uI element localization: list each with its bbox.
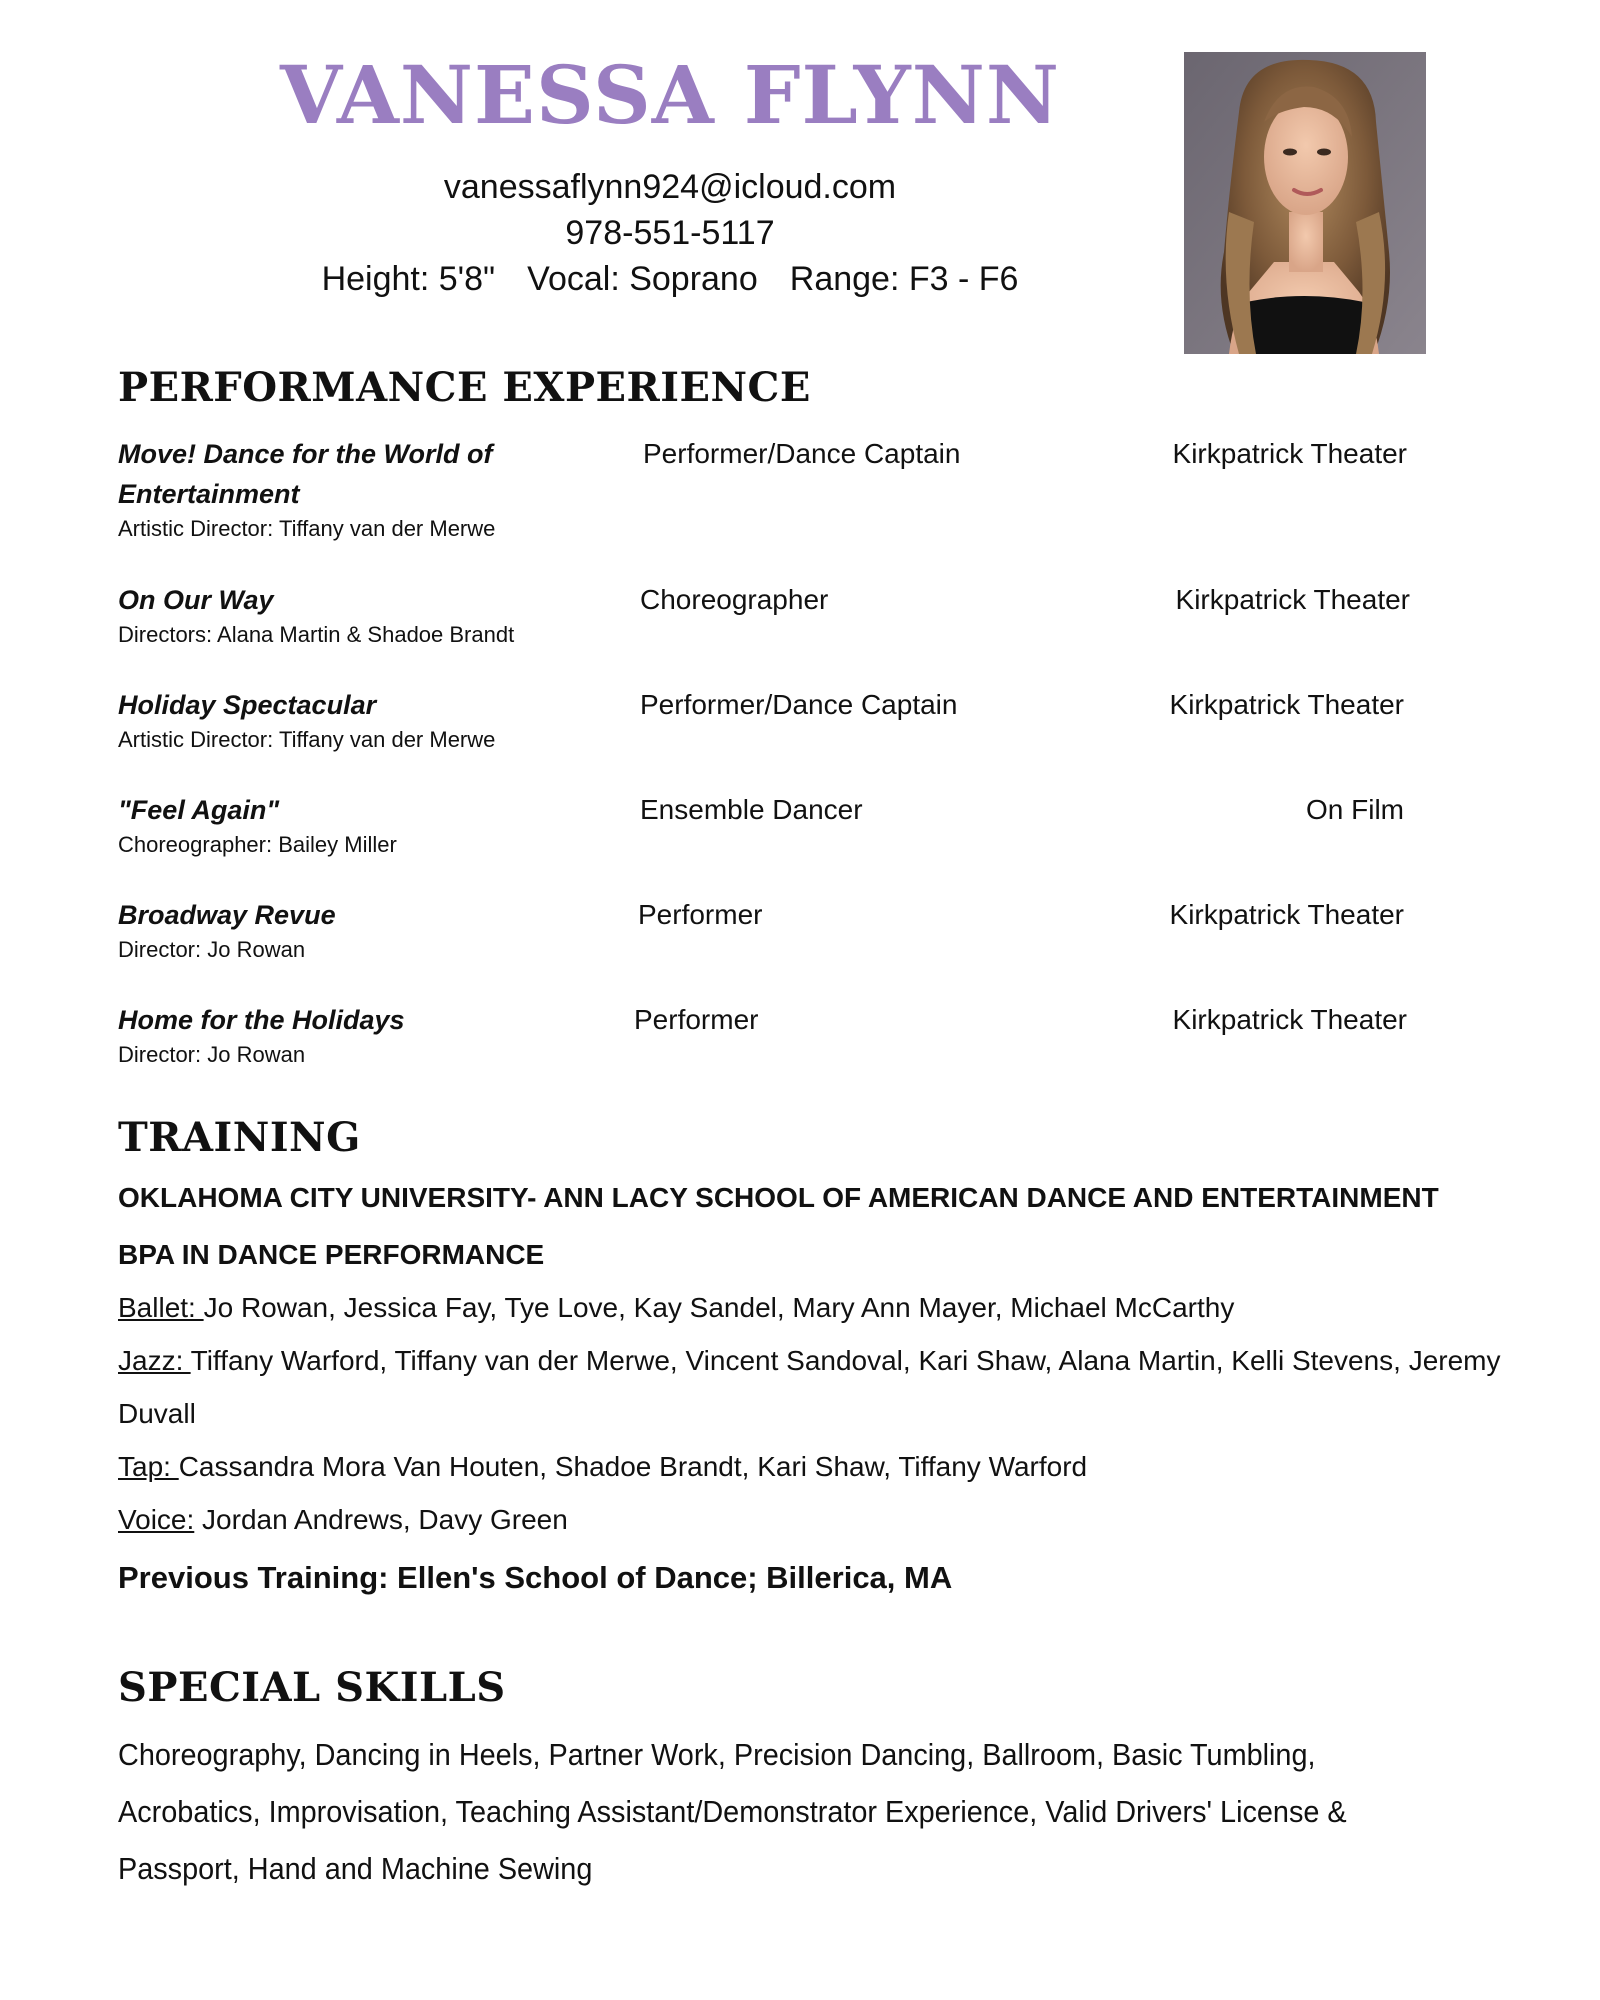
show-role: Performer/Dance Captain — [643, 438, 961, 469]
skills-heading: SPECIAL SKILLS — [118, 1664, 506, 1711]
show-venue: Kirkpatrick Theater — [1175, 584, 1410, 615]
teacher-category: Tap: — [118, 1451, 179, 1482]
vocal-stat: Vocal: Soprano — [527, 260, 758, 298]
teacher-names: Jo Rowan, Jessica Fay, Tye Love, Kay Sandel, Mary Ann Mayer, Michael McCarthy — [203, 1292, 1235, 1323]
phone-number: 978-551-5117 — [565, 214, 775, 252]
show-director: Choreographer: Bailey Miller — [118, 832, 397, 857]
performance-heading: PERFORMANCE EXPERIENCE — [118, 364, 811, 411]
height-stat: Height: 5'8" — [321, 260, 496, 298]
show-role: Ensemble Dancer — [640, 794, 863, 825]
show-title: Home for the Holidays — [118, 1005, 405, 1035]
show-title: Holiday Spectacular — [118, 690, 377, 720]
teachers-tap — [118, 1440, 1518, 1493]
show-role: Performer — [638, 899, 763, 930]
degree-name: BPA IN DANCE PERFORMANCE — [118, 1239, 545, 1270]
teacher-names: Tiffany Warford, Tiffany van der Merwe, Vincent Sandoval, Kari Shaw, Alana Martin, Kelli Stevens, Jeremy Duvall — [118, 1345, 1501, 1429]
show-director: Directors: Alana Martin & Shadoe Brandt — [118, 622, 515, 647]
show-venue: Kirkpatrick Theater — [1169, 899, 1404, 930]
teachers-ballet — [118, 1281, 1518, 1334]
vital-stats — [270, 262, 1070, 296]
headshot-photo — [1184, 52, 1426, 354]
show-venue: Kirkpatrick Theater — [1172, 1004, 1407, 1035]
show-title: On Our Way — [118, 585, 274, 615]
skills-list: Choreography, Dancing in Heels, Partner Work, Precision Dancing, Ballroom, Basic Tumbling, Acrobatics, Improvisation, Teaching Assistant/Demonstrator Experience, Valid Drivers' License & Passport, Hand and Machine Sewing — [118, 1737, 1347, 1886]
resume-name: VANESSA FLYNN — [279, 48, 1061, 142]
show-venue: Kirkpatrick Theater — [1172, 438, 1407, 469]
training-heading: TRAINING — [118, 1114, 361, 1161]
show-title: "Feel Again" — [118, 795, 280, 825]
teacher-category: Ballet: — [118, 1292, 204, 1323]
teacher-names: Jordan Andrews, Davy Green — [194, 1504, 568, 1535]
teacher-category: Voice: — [118, 1504, 195, 1535]
show-role: Performer — [634, 1004, 759, 1035]
show-title: Move! Dance for the World of Entertainment — [118, 439, 493, 509]
show-director: Artistic Director: Tiffany van der Merwe — [118, 727, 496, 752]
range-stat: Range: F3 - F6 — [789, 260, 1019, 298]
show-director: Director: Jo Rowan — [118, 937, 306, 962]
previous-training: Previous Training: Ellen's School of Dance; Billerica, MA — [118, 1560, 953, 1595]
show-title: Broadway Revue — [118, 900, 336, 930]
show-role: Choreographer — [640, 584, 829, 615]
show-role: Performer/Dance Captain — [640, 689, 958, 720]
teachers-jazz — [118, 1334, 1518, 1440]
email-address: vanessaflynn924@icloud.com — [443, 168, 897, 206]
show-director: Artistic Director: Tiffany van der Merwe — [118, 516, 496, 541]
show-venue: Kirkpatrick Theater — [1169, 689, 1404, 720]
school-name: OKLAHOMA CITY UNIVERSITY- ANN LACY SCHOOL OF AMERICAN DANCE AND ENTERTAINMENT — [118, 1182, 1439, 1213]
teacher-category: Jazz: — [118, 1345, 191, 1376]
teacher-names: Cassandra Mora Van Houten, Shadoe Brandt, Kari Shaw, Tiffany Warford — [178, 1451, 1088, 1482]
show-director: Director: Jo Rowan — [118, 1042, 306, 1067]
show-venue: On Film — [1306, 794, 1404, 825]
teachers-voice — [118, 1493, 1518, 1546]
